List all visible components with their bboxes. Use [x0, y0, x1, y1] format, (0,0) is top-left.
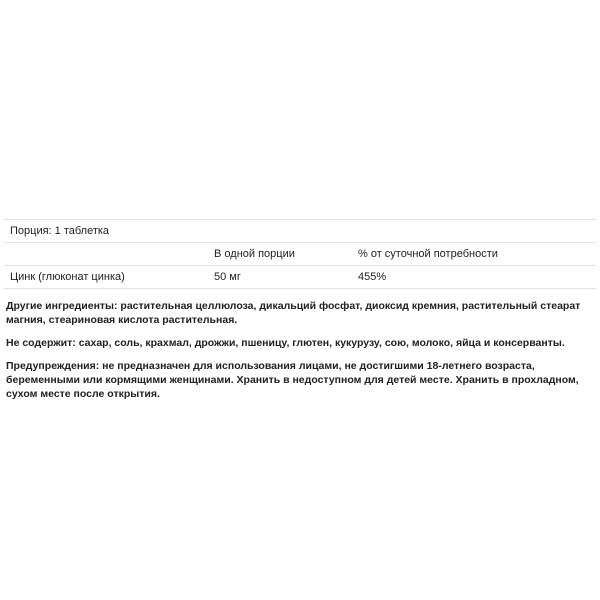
warnings: Предупреждения: не предназначен для использования лицами, не достигшими 18-летнего возраста, беременными или кормящими женщинами. Хранить в недоступном для детей месте. Хранить в прохладном, сухом месте после открытия.	[6, 360, 579, 400]
other-ingredients: Другие ингредиенты: растительная целлюлоза, дикальций фосфат, диоксид кремния, растительный стеарат магния, стеариновая кислота растительная.	[6, 300, 581, 326]
header-amount: В одной порции	[208, 243, 352, 266]
table-row	[4, 266, 596, 289]
nutrient-daily-value: 455%	[352, 266, 596, 289]
header-name	[4, 243, 208, 266]
does-not-contain: Не содержит: сахар, соль, крахмал, дрожжи, пшеницу, глютен, кукурузу, сою, молоко, яйца и консерванты.	[6, 337, 565, 349]
serving-size: Порция: 1 таблетка	[4, 220, 596, 243]
nutrient-amount: 50 мг	[208, 266, 352, 289]
header-daily-value: % от суточной потребности	[352, 243, 596, 266]
supplement-facts-table	[4, 219, 596, 289]
serving-row	[4, 220, 596, 243]
product-notes	[6, 299, 594, 410]
header-row	[4, 243, 596, 266]
nutrient-name: Цинк (глюконат цинка)	[4, 266, 208, 289]
